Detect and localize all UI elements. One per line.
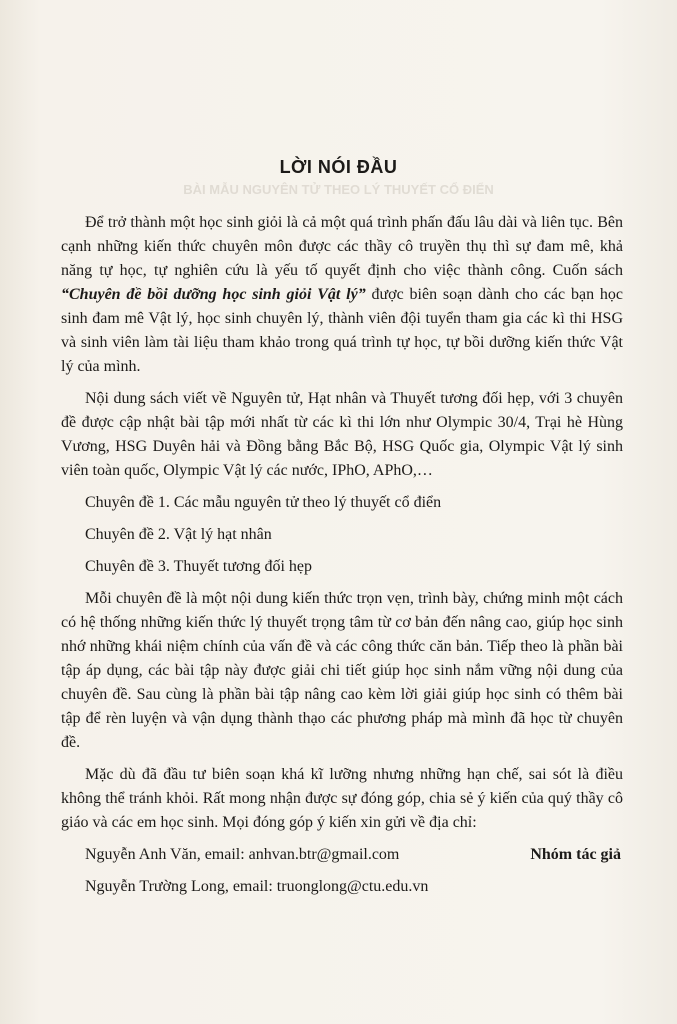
book-title: “Chuyên đề bồi dưỡng học sinh giỏi Vật lý” xyxy=(61,286,366,303)
contact-line-2: Nguyễn Trường Long, email: truonglong@ctu.edu.vn xyxy=(85,878,429,895)
paragraph-intro-text: Để trở thành một học sinh giỏi là cả một quá trình phấn đấu lâu dài và liên tục. Bên cạnh những kiến thức chuyên môn được các thầy cô truyền thụ thì sự đam mê, khả năng tự học, tự nghiên cứu là yếu tố quyết định cho việc thành công. Cuốn sách xyxy=(61,214,623,279)
signature: Nhóm tác giả xyxy=(530,846,621,863)
paragraph-intro-rest: được biên soạn dành cho các bạn học sinh đam mê Vật lý, học sinh chuyên lý, thành viên đội tuyển tham gia các kì thi HSG và sinh viên làm tài liệu tham khảo trong quá trình tự học, tự bồi dưỡng kiến thức Vật lý của mình. xyxy=(61,286,623,375)
topic-item-3: Chuyên đề 3. Thuyết tương đối hẹp xyxy=(85,558,313,575)
contact-line-1: Nguyễn Anh Văn, email: anhvan.btr@gmail.com xyxy=(85,846,400,863)
paragraph-structure: Mỗi chuyên đề là một nội dung kiến thức trọn vẹn, trình bày, chứng minh một cách có hệ thống những kiến thức lý thuyết trọng tâm từ cơ bản đến nâng cao, giúp học sinh nhớ những khái niệm chính của vấn đề và các công thức căn bản. Tiếp theo là phần bài tập áp dụng, các bài tập này được giải chi tiết giúp học sinh nắm vững nội dung của chuyên đề. Sau cùng là phần bài tập nâng cao kèm lời giải giúp học sinh có thêm bài tập để rèn luyện và vận dụng thành thạo các phương pháp mà mình đã học từ chuyên đề. xyxy=(61,590,623,751)
paragraph-content: Nội dung sách viết về Nguyên tử, Hạt nhân và Thuyết tương đối hẹp, với 3 chuyên đề được cập nhật bài tập mới nhất từ các kì thi lớn như Olympic 30/4, Trại hè Hùng Vương, HSG Duyên hải và Đồng bằng Bắc Bộ, HSG Quốc gia, Olympic Vật lý sinh viên toàn quốc, Olympic Vật lý các nước, IPhO, APhO,… xyxy=(61,390,623,479)
bleed-through-heading: BÀI MẪU NGUYÊN TỬ THEO LÝ THUYẾT CỔ ĐIỂN xyxy=(183,182,494,197)
topic-item-1: Chuyên đề 1. Các mẫu nguyên tử theo lý thuyết cổ điển xyxy=(85,494,442,511)
preface-body xyxy=(61,211,623,907)
paragraph-feedback: Mặc dù đã đầu tư biên soạn khá kĩ lưỡng nhưng những hạn chế, sai sót là điều không thể tránh khỏi. Rất mong nhận được sự đóng góp, chia sẻ ý kiến của quý thầy cô giáo và các em học sinh. Mọi đóng góp ý kiến xin gửi về địa chỉ: xyxy=(61,766,623,831)
paragraph-intro xyxy=(61,211,623,379)
topic-item-2: Chuyên đề 2. Vật lý hạt nhân xyxy=(85,526,272,543)
page-title: LỜI NÓI ĐẦU xyxy=(279,157,398,177)
